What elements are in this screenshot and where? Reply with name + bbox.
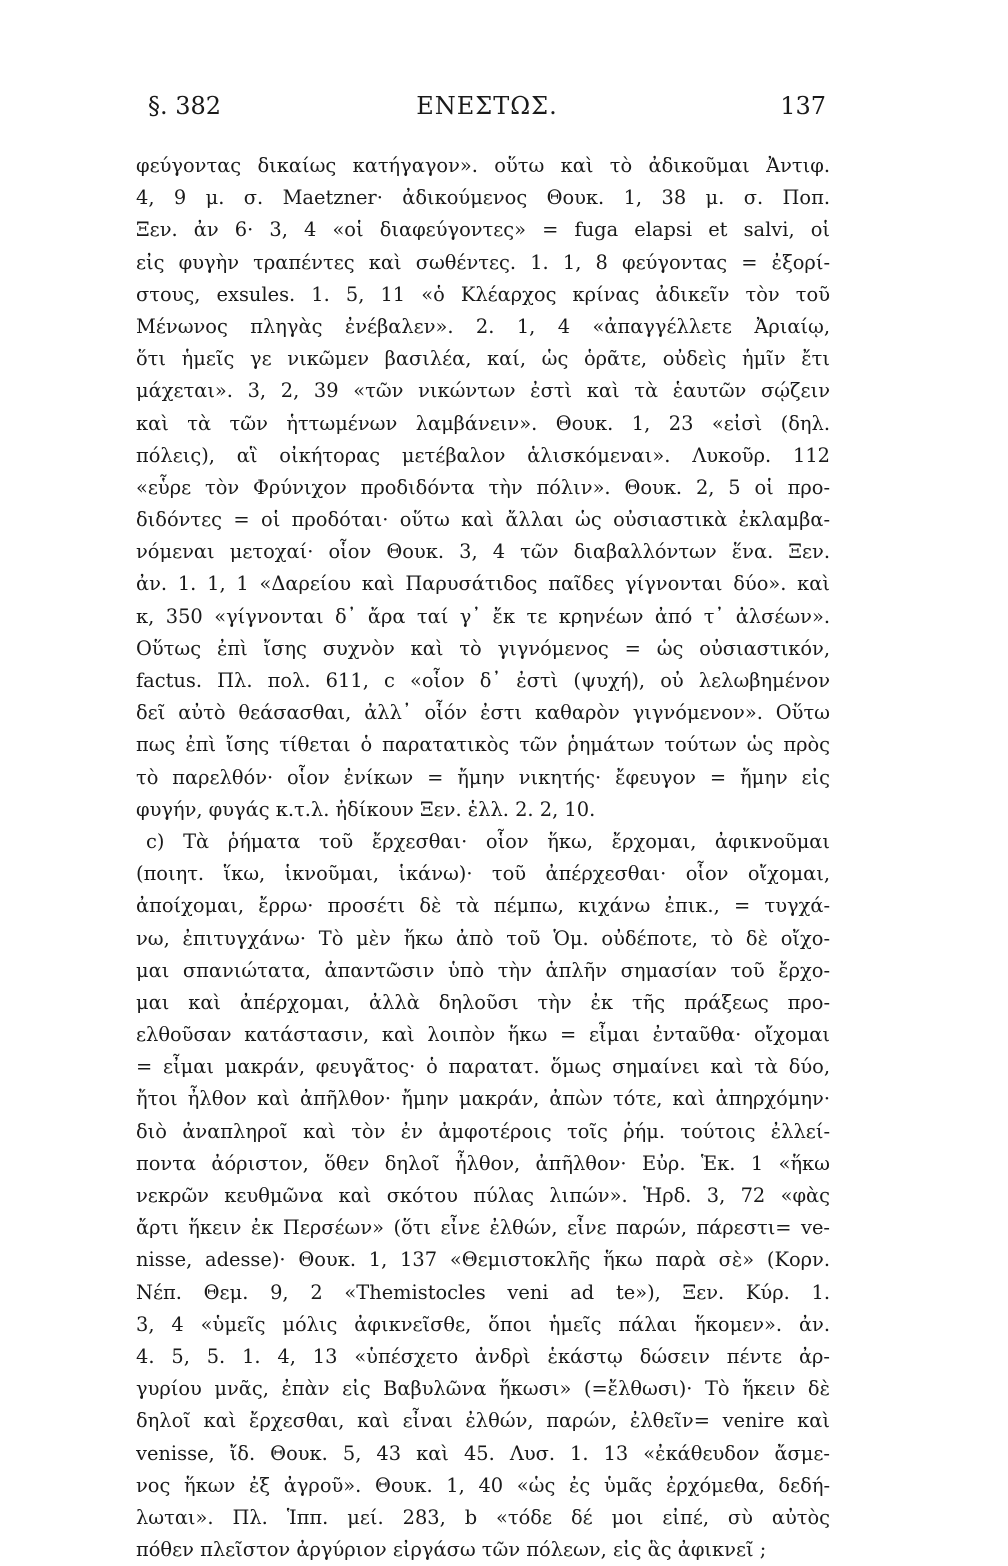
text-line: venisse, ἴδ. Θουκ. 5, 43 καὶ 45. Λυσ. 1. 13 «ἐκάθευδον ἄσμε- bbox=[136, 1441, 830, 1465]
text-line: ὅτι ἡμεῖς γε νικῶμεν βασιλέα, καί, ὡς ὁρᾶτε, οὐδεὶς ἡμῖν ἔτι bbox=[136, 347, 830, 371]
text-line: = εἶμαι μακράν, φευγᾶτος· ὁ παρατατ. ὅμως σημαίνει καὶ τὰ δύο, bbox=[136, 1055, 830, 1079]
text-line: δηλοῖ καὶ ἔρχεσθαι, καὶ εἶναι ἐλθών, παρών, ἐλθεῖν= venire καὶ bbox=[136, 1409, 830, 1433]
text-line: φυγήν, φυγάς κ.τ.λ. ἠδίκουν Ξεν. ἑλλ. 2. 2, 10. bbox=[136, 797, 596, 821]
text-line: πόθεν πλεῖστον ἀργύριον εἰργάσω τῶν πόλεων, εἰς ἃς ἀφικνεῖ ; bbox=[136, 1538, 767, 1562]
text-line: Μένωνος πληγὰς ἐνέβαλεν». 2. 1, 4 «ἀπαγγέλλετε Ἀριαίῳ, bbox=[136, 314, 830, 338]
text-line: Νέπ. Θεμ. 9, 2 «Themistocles veni ad te»), Ξεν. Κύρ. 1. bbox=[136, 1280, 830, 1304]
text-line: «εὗρε τὸν Φρύνιχον προδιδόντα τὴν πόλιν». Θουκ. 2, 5 οἱ προ- bbox=[136, 475, 830, 499]
text-line: ἤτοι ἦλθον καὶ ἀπῆλθον· ἤμην μακράν, ἀπὼν τότε, καὶ ἀπηρχόμην· bbox=[136, 1087, 830, 1111]
text-line: 3, 4 «ὑμεῖς μόλις ἀφικνεῖσθε, ὅποι ἡμεῖς πάλαι ἥκομεν». ἀν. bbox=[136, 1312, 830, 1336]
text-line: nisse, adesse)· Θουκ. 1, 137 «Θεμιστοκλῆς ἥκω παρὰ σὲ» (Κορν. bbox=[136, 1248, 830, 1272]
text-line: νεκρῶν κευθμῶνα καὶ σκότου πύλας λιπών». Ἡρδ. 3, 72 «φὰς bbox=[136, 1184, 830, 1207]
text-line: λωται». Πλ. Ἱππ. μεί. 283, b «τόδε δέ μοι εἰπέ, σὺ αὐτὸς bbox=[136, 1505, 830, 1529]
text-line: νόμεναι μετοχαί· οἷον Θουκ. 3, 4 τῶν διαβαλλόντων ἕνα. Ξεν. bbox=[136, 540, 830, 564]
text-line: καὶ τὰ τῶν ἡττωμένων λαμβάνειν». Θουκ. 1, 23 «εἰσὶ (δηλ. bbox=[136, 411, 830, 435]
text-line: Ξεν. ἀν 6· 3, 4 «οἱ διαφεύγοντες» = fuga elapsi et salvi, οἱ bbox=[136, 218, 830, 242]
text-line: (ποιητ. ἵκω, ἱκνοῦμαι, ἱκάνω)· τοῦ ἀπέρχεσθαι· οἷον οἴχομαι, bbox=[136, 862, 830, 886]
text-line: ποντα ἀόριστον, ὅθεν δηλοῖ ἦλθον, ἀπῆλθον· Εὐρ. Ἑκ. 1 «ἥκω bbox=[136, 1151, 830, 1175]
text-line: εἰς φυγὴν τραπέντες καὶ σωθέντες. 1. 1, 8 φεύγοντας = ἐξορί- bbox=[136, 250, 830, 274]
text-line: ελθοῦσαν κατάστασιν, καὶ λοιπὸν ἥκω = εἶμαι ἐνταῦθα· οἴχομαι bbox=[136, 1023, 830, 1047]
text-line: νω, ἐπιτυγχάνω· Τὸ μὲν ἥκω ἀπὸ τοῦ Ὁμ. οὐδέποτε, τὸ δὲ οἴχο- bbox=[136, 926, 830, 950]
text-body bbox=[136, 150, 830, 1566]
text-line: Οὕτως ἐπὶ ἴσης συχνὸν καὶ τὸ γιγνόμενος = ὡς οὐσιαστικόν, bbox=[136, 636, 830, 660]
text-line: διδόντες = οἱ προδόται· οὕτω καὶ ἄλλαι ὡς οὐσιαστικὰ ἐκλαμβα- bbox=[136, 508, 830, 532]
text-line: ἄρτι ἥκειν ἐκ Περσέων» (ὅτι εἶνε ἐλθών, εἶνε παρών, πάρεστι= ve- bbox=[136, 1216, 830, 1240]
text-line: factus. Πλ. πολ. 611, c «οἷον δ᾽ ἐστὶ (ψυχή), οὐ λελωβημένον bbox=[136, 669, 830, 692]
running-title: ΕΝΕΣΤΩΣ. bbox=[416, 92, 558, 120]
text-line: φεύγοντας δικαίως κατήγαγον». οὕτω καὶ τὸ ἀδικοῦμαι Ἀντιφ. bbox=[136, 154, 830, 177]
text-line: μάχεται». 3, 2, 39 «τῶν νικώντων ἐστὶ καὶ τὰ ἑαυτῶν σῴζειν bbox=[136, 379, 830, 403]
text-line: γυρίου μνᾶς, ἐπὰν εἰς Βαβυλῶνα ἥκωσι» (=ἔλθωσι)· Τὸ ἥκειν δὲ bbox=[136, 1377, 830, 1401]
page-header bbox=[148, 92, 826, 132]
text-line: ἀποίχομαι, ἔρρω· προσέτι δὲ τὰ πέμπω, κιχάνω ἐπικ., = τυγχά- bbox=[136, 894, 830, 918]
section-number: §. 382 bbox=[148, 92, 222, 120]
text-line: δεῖ αὐτὸ θεάσασθαι, ἀλλ᾽ οἷόν ἐστι καθαρὸν γιγνόμενον». Οὕτω bbox=[136, 701, 830, 725]
text-line: νος ἥκων ἐξ ἀγροῦ». Θουκ. 1, 40 «ὡς ἐς ὑμᾶς ἐρχόμεθα, δεδή- bbox=[136, 1473, 830, 1497]
text-line: μαι καὶ ἀπέρχομαι, ἀλλὰ δηλοῦσι τὴν ἐκ τῆς πράξεως προ- bbox=[136, 990, 830, 1014]
text-line: c) Τὰ ῥήματα τοῦ ἔρχεσθαι· οἷον ἥκω, ἔρχομαι, ἀφικνοῦμαι bbox=[146, 829, 830, 853]
text-line: κ, 350 «γίγνονται δ᾽ ἄρα ταί γ᾽ ἔκ τε κρηνέων ἀπό τ᾽ ἀλσέων». bbox=[136, 604, 830, 628]
text-line: 4. 5, 5. 1. 4, 13 «ὑπέσχετο ἀνδρὶ ἑκάστῳ δώσειν πέντε ἀρ- bbox=[136, 1344, 830, 1368]
text-line: στους, exsules. 1. 5, 11 «ὁ Κλέαρχος κρίνας ἀδικεῖν τὸν τοῦ bbox=[136, 282, 830, 306]
text-line: πόλεις), αἳ οἰκήτορας μετέβαλον ἁλισκόμεναι». Λυκοῦρ. 112 bbox=[136, 443, 830, 467]
text-line: τὸ παρελθόν· οἷον ἐνίκων = ἤμην νικητής· ἔφευγον = ἤμην εἰς bbox=[136, 765, 830, 789]
text-line: 4, 9 μ. σ. Maetzner· ἀδικούμενος Θουκ. 1, 38 μ. σ. Πoπ. bbox=[136, 186, 830, 210]
text-line: διὸ ἀναπληροῖ καὶ τὸν ἐν ἀμφοτέροις τοῖς ῥήμ. τούτοις ἐλλεί- bbox=[136, 1119, 830, 1143]
text-line: ἀν. 1. 1, 1 «Δαρείου καὶ Παρυσάτιδος παῖδες γίγνονται δύο». καὶ bbox=[136, 572, 830, 596]
page-number: 137 bbox=[780, 92, 826, 120]
text-line: πως ἐπὶ ἴσης τίθεται ὁ παρατατικὸς τῶν ῥημάτων τούτων ὡς πρὸς bbox=[136, 733, 830, 757]
text-line: μαι σπανιώτατα, ἀπαντῶσιν ὑπὸ τὴν ἁπλῆν σημασίαν τοῦ ἔρχο- bbox=[136, 958, 830, 982]
